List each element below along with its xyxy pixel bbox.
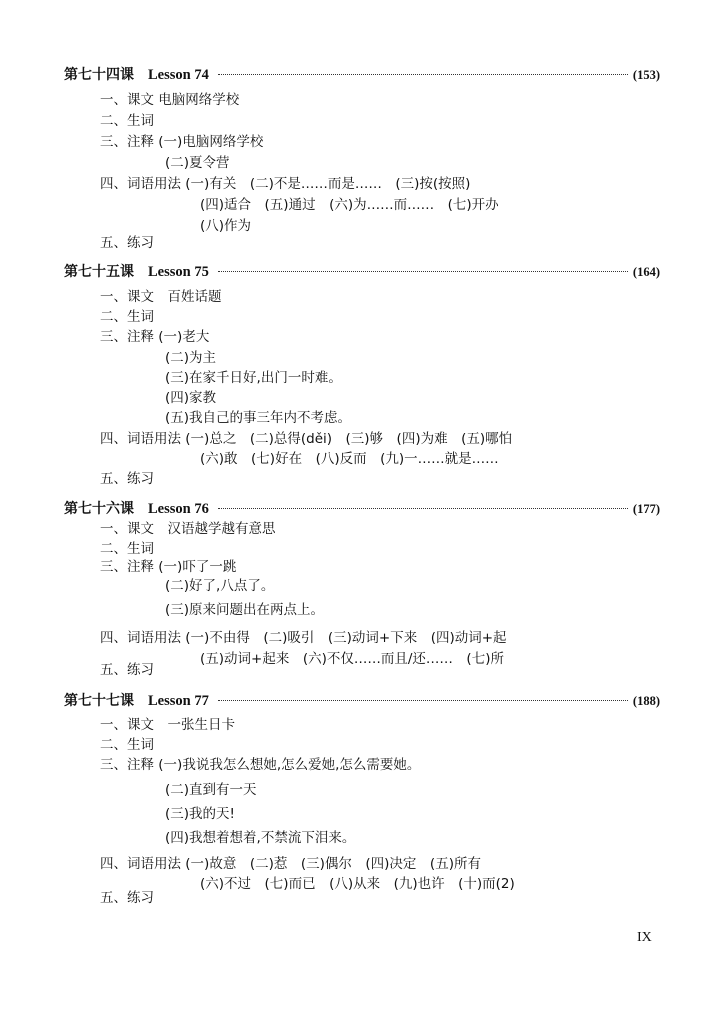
toc-line: 一、课文 一张生日卡	[100, 717, 235, 733]
lesson-page-number: (153)	[632, 68, 660, 82]
lesson-page-number: (177)	[632, 502, 660, 516]
leader-dots	[218, 700, 628, 701]
page-number-footer: IX	[637, 930, 652, 945]
toc-line: 五、练习	[100, 890, 154, 906]
toc-line: (四)适合 (五)通过 (六)为……而…… (七)开办	[200, 197, 499, 213]
leader-dots	[218, 271, 628, 272]
toc-line: (二)直到有一天	[165, 782, 257, 798]
lesson-heading[interactable]	[64, 498, 660, 518]
lesson-title: 第七十五课	[64, 264, 134, 280]
lesson-page-number: (188)	[632, 694, 660, 708]
toc-line: 四、词语用法 (一)故意 (二)惹 (三)偶尔 (四)决定 (五)所有	[100, 856, 481, 872]
toc-line: 四、词语用法 (一)不由得 (二)吸引 (三)动词+下来 (四)动词+起	[100, 630, 507, 646]
toc-line: (三)原来问题出在两点上。	[165, 602, 325, 618]
toc-line: (五)我自己的事三年内不考虑。	[165, 410, 352, 426]
toc-line: (四)我想着想着,不禁流下泪来。	[165, 830, 356, 846]
lesson-page-number: (164)	[632, 265, 660, 279]
toc-line: 三、注释 (一)吓了一跳	[100, 559, 237, 575]
lesson-english-title: Lesson 75	[148, 264, 209, 280]
toc-line: (二)为主	[165, 350, 217, 366]
toc-line: 二、生词	[100, 113, 154, 129]
lesson-english-title: Lesson 76	[148, 501, 209, 517]
toc-line: (三)我的天!	[165, 806, 235, 822]
toc-line: 五、练习	[100, 235, 154, 251]
toc-line: 一、课文 电脑网络学校	[100, 92, 240, 108]
lesson-title: 第七十七课	[64, 693, 134, 709]
toc-line: 四、词语用法 (一)总之 (二)总得(děi) (三)够 (四)为难 (五)哪怕	[100, 431, 513, 447]
toc-line: 三、注释 (一)老大	[100, 329, 210, 345]
lesson-english-title: Lesson 74	[148, 67, 209, 83]
lesson-heading[interactable]	[64, 64, 660, 84]
toc-line: 三、注释 (一)我说我怎么想她,怎么爱她,怎么需要她。	[100, 757, 421, 773]
toc-line: 二、生词	[100, 309, 154, 325]
toc-line: 五、练习	[100, 471, 154, 487]
toc-line: (二)夏令营	[165, 155, 230, 171]
toc-line: 二、生词	[100, 541, 154, 557]
toc-line: 五、练习	[100, 662, 154, 678]
toc-line: (五)动词+起来 (六)不仅……而且/还…… (七)所	[200, 651, 504, 667]
toc-line: (八)作为	[200, 218, 252, 234]
toc-line: (二)好了,八点了。	[165, 578, 275, 594]
leader-dots	[218, 508, 628, 509]
toc-line: 四、词语用法 (一)有关 (二)不是……而是…… (三)按(按照)	[100, 176, 471, 192]
toc-line: (六)敢 (七)好在 (八)反而 (九)一……就是……	[200, 451, 499, 467]
lesson-english-title: Lesson 77	[148, 693, 209, 709]
toc-line: (三)在家千日好,出门一时难。	[165, 370, 342, 386]
toc-line: 一、课文 汉语越学越有意思	[100, 521, 276, 537]
toc-line: (六)不过 (七)而已 (八)从来 (九)也许 (十)而(2)	[200, 876, 515, 892]
leader-dots	[218, 74, 628, 75]
toc-line: 二、生词	[100, 737, 154, 753]
lesson-title: 第七十六课	[64, 501, 134, 517]
lesson-heading[interactable]	[64, 690, 660, 710]
toc-line: 三、注释 (一)电脑网络学校	[100, 134, 264, 150]
lesson-title: 第七十四课	[64, 67, 134, 83]
toc-line: 一、课文 百姓话题	[100, 289, 222, 305]
lesson-heading[interactable]	[64, 261, 660, 281]
toc-line: (四)家教	[165, 390, 217, 406]
